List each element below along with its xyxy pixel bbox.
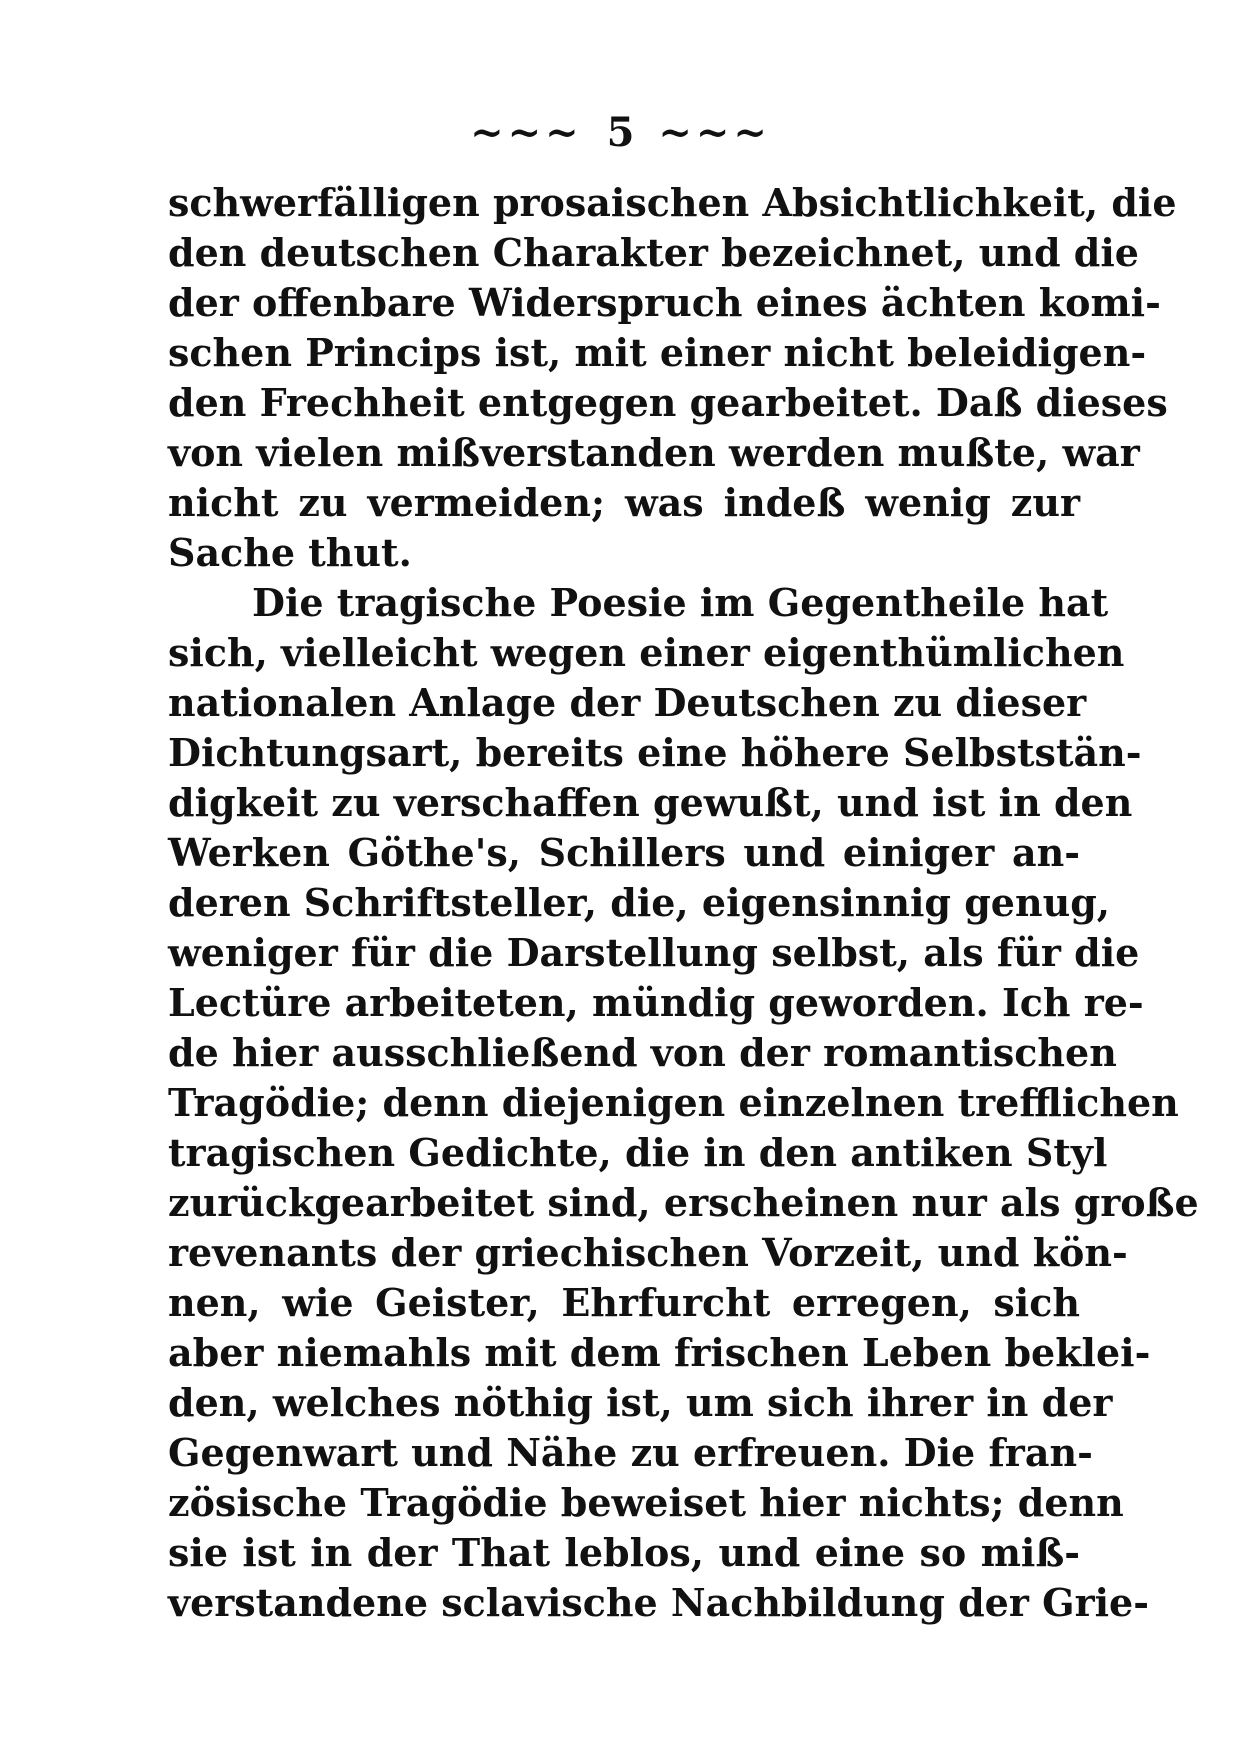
text-line: sie ist in der That leblos, und eine so miß- xyxy=(168,1530,1080,1575)
page-header xyxy=(0,108,1241,158)
text-line: deren Schriftsteller, die, eigensinnig genug, xyxy=(168,880,1111,925)
text-line: schwerfälligen prosaischen Absichtlichkeit, die xyxy=(168,180,1177,225)
text-line: revenants der griechischen Vorzeit, und kön- xyxy=(168,1230,1128,1275)
text-line: nicht zu vermeiden; was indeß wenig zur xyxy=(168,480,1080,525)
text-line: Sache thut. xyxy=(168,530,412,575)
text-line: den deutschen Charakter bezeichnet, und die xyxy=(168,230,1139,275)
text-line: tragischen Gedichte, die in den antiken Styl xyxy=(168,1130,1108,1175)
text-line: aber niemahls mit dem frischen Leben beklei- xyxy=(168,1330,1151,1375)
text-line: von vielen mißverstanden werden mußte, war xyxy=(168,430,1140,475)
header-ornament-left: ~~~ xyxy=(470,109,583,156)
text-line: verstandene sclavische Nachbildung der Grie- xyxy=(168,1580,1149,1625)
text-line: nationalen Anlage der Deutschen zu dieser xyxy=(168,680,1087,725)
header-ornament-right: ~~~ xyxy=(658,109,771,156)
text-line: Dichtungsart, bereits eine höhere Selbststän- xyxy=(168,730,1142,775)
text-line: digkeit zu verschaffen gewußt, und ist in den xyxy=(168,780,1133,825)
paragraph-2 xyxy=(168,578,1199,1628)
text-line: der offenbare Widerspruch eines ächten komi- xyxy=(168,280,1161,325)
text-line: nen, wie Geister, Ehrfurcht erregen, sich xyxy=(168,1280,1080,1325)
text-line: Die tragische Poesie im Gegentheile hat xyxy=(252,580,1109,625)
text-line: Tragödie; denn diejenigen einzelnen trefflichen xyxy=(168,1080,1179,1125)
page-body xyxy=(168,178,1199,1628)
text-line: Werken Göthe's, Schillers und einiger an- xyxy=(168,830,1080,875)
text-line: weniger für die Darstellung selbst, als für die xyxy=(168,930,1140,975)
text-line: sich, vielleicht wegen einer eigenthümlichen xyxy=(168,630,1125,675)
text-line: zurückgearbeitet sind, erscheinen nur als große xyxy=(168,1180,1199,1225)
text-line: de hier ausschließend von der romantischen xyxy=(168,1030,1117,1075)
text-line: den, welches nöthig ist, um sich ihrer in der xyxy=(168,1380,1113,1425)
page-number: 5 xyxy=(606,109,635,156)
text-line: schen Princips ist, mit einer nicht beleidigen- xyxy=(168,330,1147,375)
text-line: Gegenwart und Nähe zu erfreuen. Die fran- xyxy=(168,1430,1093,1475)
text-line: zösische Tragödie beweiset hier nichts; denn xyxy=(168,1480,1124,1525)
text-line: Lectüre arbeiteten, mündig geworden. Ich re- xyxy=(168,980,1144,1025)
paragraph-1 xyxy=(168,178,1177,578)
text-line: den Frechheit entgegen gearbeitet. Daß dieses xyxy=(168,380,1168,425)
